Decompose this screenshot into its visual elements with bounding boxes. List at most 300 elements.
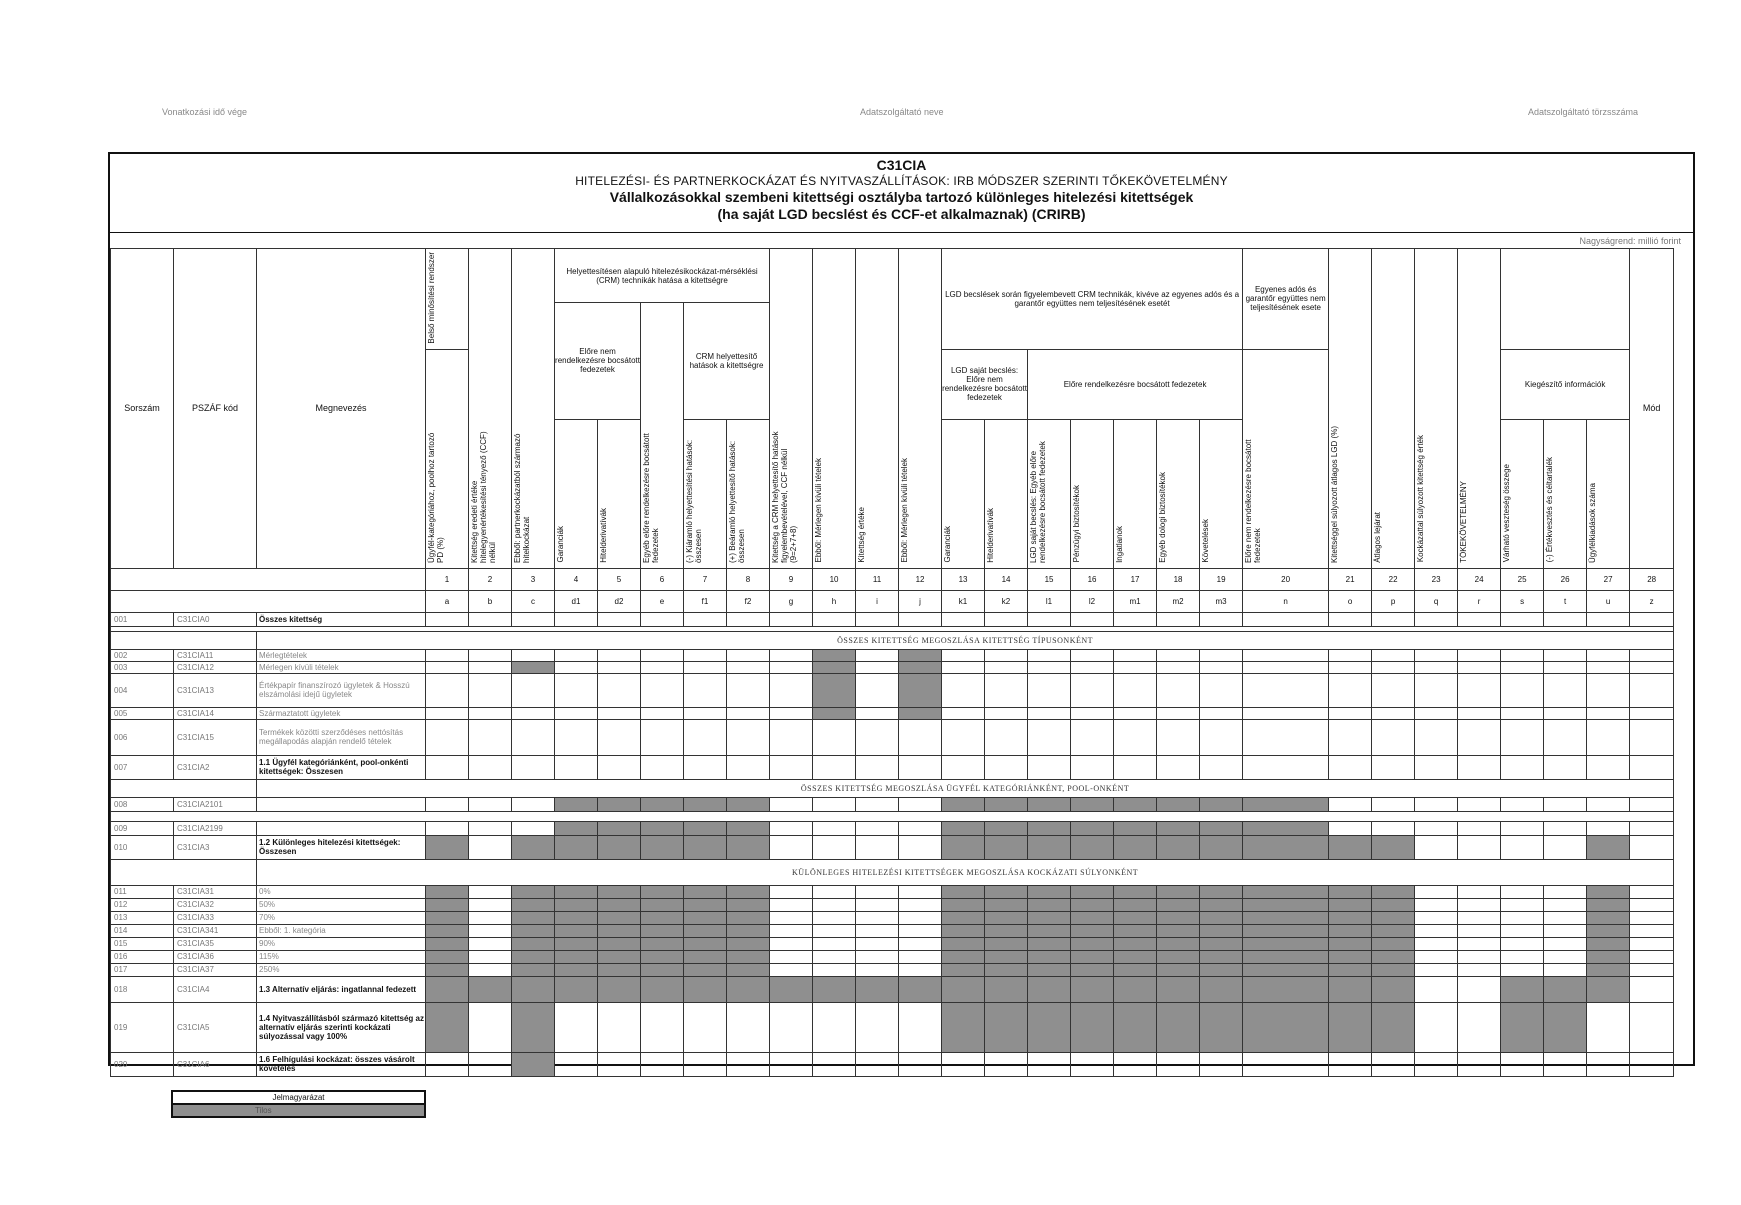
cell-input[interactable] <box>641 719 684 755</box>
cell-input[interactable] <box>469 898 512 911</box>
cell-input[interactable] <box>1028 661 1071 673</box>
cell-input[interactable] <box>1544 612 1587 626</box>
cell-input[interactable] <box>1415 661 1458 673</box>
cell-input[interactable] <box>985 755 1028 779</box>
cell-input[interactable] <box>469 1002 512 1052</box>
cell-input[interactable] <box>1630 924 1674 937</box>
cell-input[interactable] <box>1458 797 1501 811</box>
cell-input[interactable] <box>1114 649 1157 661</box>
cell-input[interactable] <box>1157 612 1200 626</box>
cell-input[interactable] <box>856 707 899 719</box>
cell-input[interactable] <box>1630 950 1674 963</box>
cell-input[interactable] <box>1415 885 1458 898</box>
cell-input[interactable] <box>1071 755 1114 779</box>
cell-input[interactable] <box>1501 924 1544 937</box>
cell-input[interactable] <box>1630 976 1674 1002</box>
cell-input[interactable] <box>641 661 684 673</box>
cell-input[interactable] <box>770 673 813 707</box>
cell-input[interactable] <box>899 612 942 626</box>
cell-input[interactable] <box>641 707 684 719</box>
cell-input[interactable] <box>1458 924 1501 937</box>
cell-input[interactable] <box>1458 673 1501 707</box>
cell-input[interactable] <box>1458 1002 1501 1052</box>
cell-input[interactable] <box>1028 612 1071 626</box>
cell-input[interactable] <box>1157 673 1200 707</box>
cell-input[interactable] <box>770 950 813 963</box>
cell-input[interactable] <box>1501 612 1544 626</box>
cell-input[interactable] <box>942 649 985 661</box>
cell-input[interactable] <box>426 719 469 755</box>
cell-input[interactable] <box>770 937 813 950</box>
cell-input[interactable] <box>1415 719 1458 755</box>
cell-input[interactable] <box>1415 976 1458 1002</box>
cell-input[interactable] <box>1458 835 1501 859</box>
cell-input[interactable] <box>1544 755 1587 779</box>
cell-input[interactable] <box>641 755 684 779</box>
cell-input[interactable] <box>469 835 512 859</box>
cell-input[interactable] <box>770 649 813 661</box>
cell-input[interactable] <box>727 612 770 626</box>
cell-input[interactable] <box>1458 649 1501 661</box>
cell-input[interactable] <box>1630 707 1674 719</box>
cell-input[interactable] <box>1544 661 1587 673</box>
cell-input[interactable] <box>512 612 555 626</box>
cell-input[interactable] <box>1501 755 1544 779</box>
cell-input[interactable] <box>856 1052 899 1076</box>
cell-input[interactable] <box>1329 707 1372 719</box>
cell-input[interactable] <box>1501 898 1544 911</box>
cell-input[interactable] <box>684 1052 727 1076</box>
cell-input[interactable] <box>1372 649 1415 661</box>
cell-input[interactable] <box>1544 649 1587 661</box>
cell-input[interactable] <box>641 1052 684 1076</box>
cell-input[interactable] <box>727 649 770 661</box>
cell-input[interactable] <box>1458 937 1501 950</box>
cell-input[interactable] <box>1028 1052 1071 1076</box>
cell-input[interactable] <box>856 719 899 755</box>
cell-input[interactable] <box>1544 885 1587 898</box>
cell-input[interactable] <box>1587 755 1630 779</box>
cell-input[interactable] <box>899 835 942 859</box>
cell-input[interactable] <box>1415 924 1458 937</box>
cell-input[interactable] <box>1544 963 1587 976</box>
cell-input[interactable] <box>1372 1052 1415 1076</box>
cell-input[interactable] <box>813 937 856 950</box>
cell-input[interactable] <box>770 661 813 673</box>
cell-input[interactable] <box>1501 797 1544 811</box>
cell-input[interactable] <box>1501 835 1544 859</box>
cell-input[interactable] <box>598 719 641 755</box>
cell-input[interactable] <box>1372 673 1415 707</box>
cell-input[interactable] <box>1329 755 1372 779</box>
cell-input[interactable] <box>770 719 813 755</box>
cell-input[interactable] <box>1329 661 1372 673</box>
cell-input[interactable] <box>1501 673 1544 707</box>
cell-input[interactable] <box>1630 898 1674 911</box>
cell-input[interactable] <box>985 612 1028 626</box>
cell-input[interactable] <box>856 924 899 937</box>
cell-input[interactable] <box>1243 612 1329 626</box>
cell-input[interactable] <box>426 661 469 673</box>
cell-input[interactable] <box>813 835 856 859</box>
cell-input[interactable] <box>1157 707 1200 719</box>
cell-input[interactable] <box>1501 661 1544 673</box>
cell-input[interactable] <box>1630 963 1674 976</box>
cell-input[interactable] <box>727 673 770 707</box>
cell-input[interactable] <box>1415 1002 1458 1052</box>
cell-input[interactable] <box>1243 707 1329 719</box>
cell-input[interactable] <box>555 612 598 626</box>
cell-input[interactable] <box>1458 821 1501 835</box>
cell-input[interactable] <box>1415 911 1458 924</box>
cell-input[interactable] <box>813 885 856 898</box>
cell-input[interactable] <box>1630 755 1674 779</box>
cell-input[interactable] <box>899 898 942 911</box>
cell-input[interactable] <box>1372 661 1415 673</box>
cell-input[interactable] <box>770 963 813 976</box>
cell-input[interactable] <box>1501 937 1544 950</box>
cell-input[interactable] <box>426 649 469 661</box>
cell-input[interactable] <box>1071 661 1114 673</box>
cell-input[interactable] <box>555 1052 598 1076</box>
cell-input[interactable] <box>770 755 813 779</box>
cell-input[interactable] <box>1630 612 1674 626</box>
cell-input[interactable] <box>1200 661 1243 673</box>
cell-input[interactable] <box>598 649 641 661</box>
cell-input[interactable] <box>1587 1052 1630 1076</box>
cell-input[interactable] <box>942 755 985 779</box>
cell-input[interactable] <box>985 719 1028 755</box>
cell-input[interactable] <box>1415 1052 1458 1076</box>
cell-input[interactable] <box>1630 797 1674 811</box>
cell-input[interactable] <box>426 612 469 626</box>
cell-input[interactable] <box>512 719 555 755</box>
cell-input[interactable] <box>727 719 770 755</box>
cell-input[interactable] <box>1071 673 1114 707</box>
cell-input[interactable] <box>770 707 813 719</box>
cell-input[interactable] <box>1544 937 1587 950</box>
cell-input[interactable] <box>1458 898 1501 911</box>
cell-input[interactable] <box>1071 649 1114 661</box>
cell-input[interactable] <box>1372 797 1415 811</box>
cell-input[interactable] <box>727 661 770 673</box>
cell-input[interactable] <box>899 950 942 963</box>
cell-input[interactable] <box>469 797 512 811</box>
cell-input[interactable] <box>1372 755 1415 779</box>
cell-input[interactable] <box>1458 911 1501 924</box>
cell-input[interactable] <box>770 924 813 937</box>
cell-input[interactable] <box>899 911 942 924</box>
cell-input[interactable] <box>598 661 641 673</box>
cell-input[interactable] <box>1329 612 1372 626</box>
cell-input[interactable] <box>899 755 942 779</box>
cell-input[interactable] <box>813 963 856 976</box>
cell-input[interactable] <box>426 673 469 707</box>
cell-input[interactable] <box>555 661 598 673</box>
cell-input[interactable] <box>469 937 512 950</box>
cell-input[interactable] <box>813 924 856 937</box>
cell-input[interactable] <box>856 673 899 707</box>
cell-input[interactable] <box>942 673 985 707</box>
cell-input[interactable] <box>942 661 985 673</box>
cell-input[interactable] <box>1415 821 1458 835</box>
cell-input[interactable] <box>555 719 598 755</box>
cell-input[interactable] <box>942 707 985 719</box>
cell-input[interactable] <box>469 911 512 924</box>
cell-input[interactable] <box>1630 885 1674 898</box>
cell-input[interactable] <box>684 719 727 755</box>
cell-input[interactable] <box>469 649 512 661</box>
cell-input[interactable] <box>1458 963 1501 976</box>
cell-input[interactable] <box>469 673 512 707</box>
cell-input[interactable] <box>684 649 727 661</box>
cell-input[interactable] <box>770 898 813 911</box>
cell-input[interactable] <box>641 612 684 626</box>
cell-input[interactable] <box>1544 797 1587 811</box>
cell-input[interactable] <box>1243 719 1329 755</box>
cell-input[interactable] <box>469 755 512 779</box>
cell-input[interactable] <box>426 821 469 835</box>
cell-input[interactable] <box>1415 612 1458 626</box>
cell-input[interactable] <box>1458 719 1501 755</box>
cell-input[interactable] <box>1501 821 1544 835</box>
cell-input[interactable] <box>1028 673 1071 707</box>
cell-input[interactable] <box>1587 1002 1630 1052</box>
cell-input[interactable] <box>770 821 813 835</box>
cell-input[interactable] <box>426 797 469 811</box>
cell-input[interactable] <box>1501 1052 1544 1076</box>
cell-input[interactable] <box>426 707 469 719</box>
cell-input[interactable] <box>899 821 942 835</box>
cell-input[interactable] <box>1458 707 1501 719</box>
cell-input[interactable] <box>856 963 899 976</box>
cell-input[interactable] <box>813 612 856 626</box>
cell-input[interactable] <box>469 821 512 835</box>
cell-input[interactable] <box>684 612 727 626</box>
cell-input[interactable] <box>598 612 641 626</box>
cell-input[interactable] <box>555 755 598 779</box>
cell-input[interactable] <box>1630 661 1674 673</box>
cell-input[interactable] <box>813 1002 856 1052</box>
cell-input[interactable] <box>856 885 899 898</box>
cell-input[interactable] <box>1200 612 1243 626</box>
cell-input[interactable] <box>1114 1052 1157 1076</box>
cell-input[interactable] <box>512 707 555 719</box>
cell-input[interactable] <box>641 673 684 707</box>
cell-input[interactable] <box>684 707 727 719</box>
cell-input[interactable] <box>985 1052 1028 1076</box>
cell-input[interactable] <box>1071 719 1114 755</box>
cell-input[interactable] <box>1587 797 1630 811</box>
cell-input[interactable] <box>856 797 899 811</box>
cell-input[interactable] <box>598 755 641 779</box>
cell-input[interactable] <box>469 719 512 755</box>
cell-input[interactable] <box>813 821 856 835</box>
cell-input[interactable] <box>1630 1002 1674 1052</box>
cell-input[interactable] <box>469 885 512 898</box>
cell-input[interactable] <box>1458 661 1501 673</box>
cell-input[interactable] <box>1200 649 1243 661</box>
cell-input[interactable] <box>942 1052 985 1076</box>
cell-input[interactable] <box>899 719 942 755</box>
cell-input[interactable] <box>1071 612 1114 626</box>
cell-input[interactable] <box>770 797 813 811</box>
cell-input[interactable] <box>1071 707 1114 719</box>
cell-input[interactable] <box>598 1052 641 1076</box>
cell-input[interactable] <box>856 755 899 779</box>
cell-input[interactable] <box>1028 707 1071 719</box>
cell-input[interactable] <box>1415 755 1458 779</box>
cell-input[interactable] <box>1587 707 1630 719</box>
cell-input[interactable] <box>1458 950 1501 963</box>
cell-input[interactable] <box>1587 612 1630 626</box>
cell-input[interactable] <box>1372 612 1415 626</box>
cell-input[interactable] <box>469 1052 512 1076</box>
cell-input[interactable] <box>1114 673 1157 707</box>
cell-input[interactable] <box>1630 821 1674 835</box>
cell-input[interactable] <box>469 950 512 963</box>
cell-input[interactable] <box>1501 963 1544 976</box>
cell-input[interactable] <box>598 673 641 707</box>
cell-input[interactable] <box>1544 898 1587 911</box>
cell-input[interactable] <box>856 937 899 950</box>
cell-input[interactable] <box>469 707 512 719</box>
cell-input[interactable] <box>899 963 942 976</box>
cell-input[interactable] <box>813 911 856 924</box>
cell-input[interactable] <box>1458 1052 1501 1076</box>
cell-input[interactable] <box>770 612 813 626</box>
cell-input[interactable] <box>684 1002 727 1052</box>
cell-input[interactable] <box>1243 1052 1329 1076</box>
cell-input[interactable] <box>512 755 555 779</box>
cell-input[interactable] <box>1501 719 1544 755</box>
cell-input[interactable] <box>899 924 942 937</box>
cell-input[interactable] <box>899 937 942 950</box>
cell-input[interactable] <box>1544 924 1587 937</box>
cell-input[interactable] <box>1028 649 1071 661</box>
cell-input[interactable] <box>1415 649 1458 661</box>
cell-input[interactable] <box>1114 755 1157 779</box>
cell-input[interactable] <box>1243 649 1329 661</box>
cell-input[interactable] <box>1028 755 1071 779</box>
cell-input[interactable] <box>1630 673 1674 707</box>
cell-input[interactable] <box>1114 612 1157 626</box>
cell-input[interactable] <box>1415 898 1458 911</box>
cell-input[interactable] <box>598 707 641 719</box>
cell-input[interactable] <box>770 835 813 859</box>
cell-input[interactable] <box>899 1052 942 1076</box>
cell-input[interactable] <box>1458 612 1501 626</box>
cell-input[interactable] <box>555 707 598 719</box>
cell-input[interactable] <box>1372 707 1415 719</box>
cell-input[interactable] <box>1544 950 1587 963</box>
cell-input[interactable] <box>1458 755 1501 779</box>
cell-input[interactable] <box>1415 963 1458 976</box>
cell-input[interactable] <box>512 673 555 707</box>
cell-input[interactable] <box>813 1052 856 1076</box>
cell-input[interactable] <box>512 821 555 835</box>
cell-input[interactable] <box>899 885 942 898</box>
cell-input[interactable] <box>1157 719 1200 755</box>
cell-input[interactable] <box>727 1002 770 1052</box>
cell-input[interactable] <box>512 649 555 661</box>
cell-input[interactable] <box>1114 707 1157 719</box>
cell-input[interactable] <box>1157 661 1200 673</box>
cell-input[interactable] <box>1415 707 1458 719</box>
cell-input[interactable] <box>1329 719 1372 755</box>
cell-input[interactable] <box>942 719 985 755</box>
cell-input[interactable] <box>1501 950 1544 963</box>
cell-input[interactable] <box>856 612 899 626</box>
cell-input[interactable] <box>813 950 856 963</box>
cell-input[interactable] <box>426 1052 469 1076</box>
cell-input[interactable] <box>1458 885 1501 898</box>
cell-input[interactable] <box>1458 976 1501 1002</box>
cell-input[interactable] <box>684 755 727 779</box>
cell-input[interactable] <box>1329 1052 1372 1076</box>
cell-input[interactable] <box>1587 673 1630 707</box>
cell-input[interactable] <box>856 898 899 911</box>
cell-input[interactable] <box>1372 719 1415 755</box>
cell-input[interactable] <box>856 835 899 859</box>
cell-input[interactable] <box>770 1002 813 1052</box>
cell-input[interactable] <box>942 612 985 626</box>
cell-input[interactable] <box>1544 719 1587 755</box>
cell-input[interactable] <box>899 1002 942 1052</box>
cell-input[interactable] <box>813 719 856 755</box>
cell-input[interactable] <box>985 649 1028 661</box>
cell-input[interactable] <box>1501 885 1544 898</box>
cell-input[interactable] <box>1243 661 1329 673</box>
cell-input[interactable] <box>1630 649 1674 661</box>
cell-input[interactable] <box>1157 755 1200 779</box>
cell-input[interactable] <box>1243 755 1329 779</box>
cell-input[interactable] <box>684 661 727 673</box>
cell-input[interactable] <box>1372 821 1415 835</box>
cell-input[interactable] <box>1329 649 1372 661</box>
cell-input[interactable] <box>1587 821 1630 835</box>
cell-input[interactable] <box>469 612 512 626</box>
cell-input[interactable] <box>1329 797 1372 811</box>
cell-input[interactable] <box>985 661 1028 673</box>
cell-input[interactable] <box>1544 1052 1587 1076</box>
cell-input[interactable] <box>1114 661 1157 673</box>
cell-input[interactable] <box>1071 1052 1114 1076</box>
cell-input[interactable] <box>1243 673 1329 707</box>
cell-input[interactable] <box>856 1002 899 1052</box>
cell-input[interactable] <box>1630 719 1674 755</box>
cell-input[interactable] <box>770 1052 813 1076</box>
cell-input[interactable] <box>1329 821 1372 835</box>
cell-input[interactable] <box>727 755 770 779</box>
cell-input[interactable] <box>1544 911 1587 924</box>
cell-input[interactable] <box>1415 950 1458 963</box>
cell-input[interactable] <box>1630 835 1674 859</box>
cell-input[interactable] <box>1415 673 1458 707</box>
cell-input[interactable] <box>1415 835 1458 859</box>
cell-input[interactable] <box>1415 797 1458 811</box>
cell-input[interactable] <box>856 950 899 963</box>
cell-input[interactable] <box>641 649 684 661</box>
cell-input[interactable] <box>1501 911 1544 924</box>
cell-input[interactable] <box>813 898 856 911</box>
cell-input[interactable] <box>1630 937 1674 950</box>
cell-input[interactable] <box>856 661 899 673</box>
cell-input[interactable] <box>813 797 856 811</box>
cell-input[interactable] <box>426 755 469 779</box>
cell-input[interactable] <box>641 1002 684 1052</box>
cell-input[interactable] <box>1200 1052 1243 1076</box>
